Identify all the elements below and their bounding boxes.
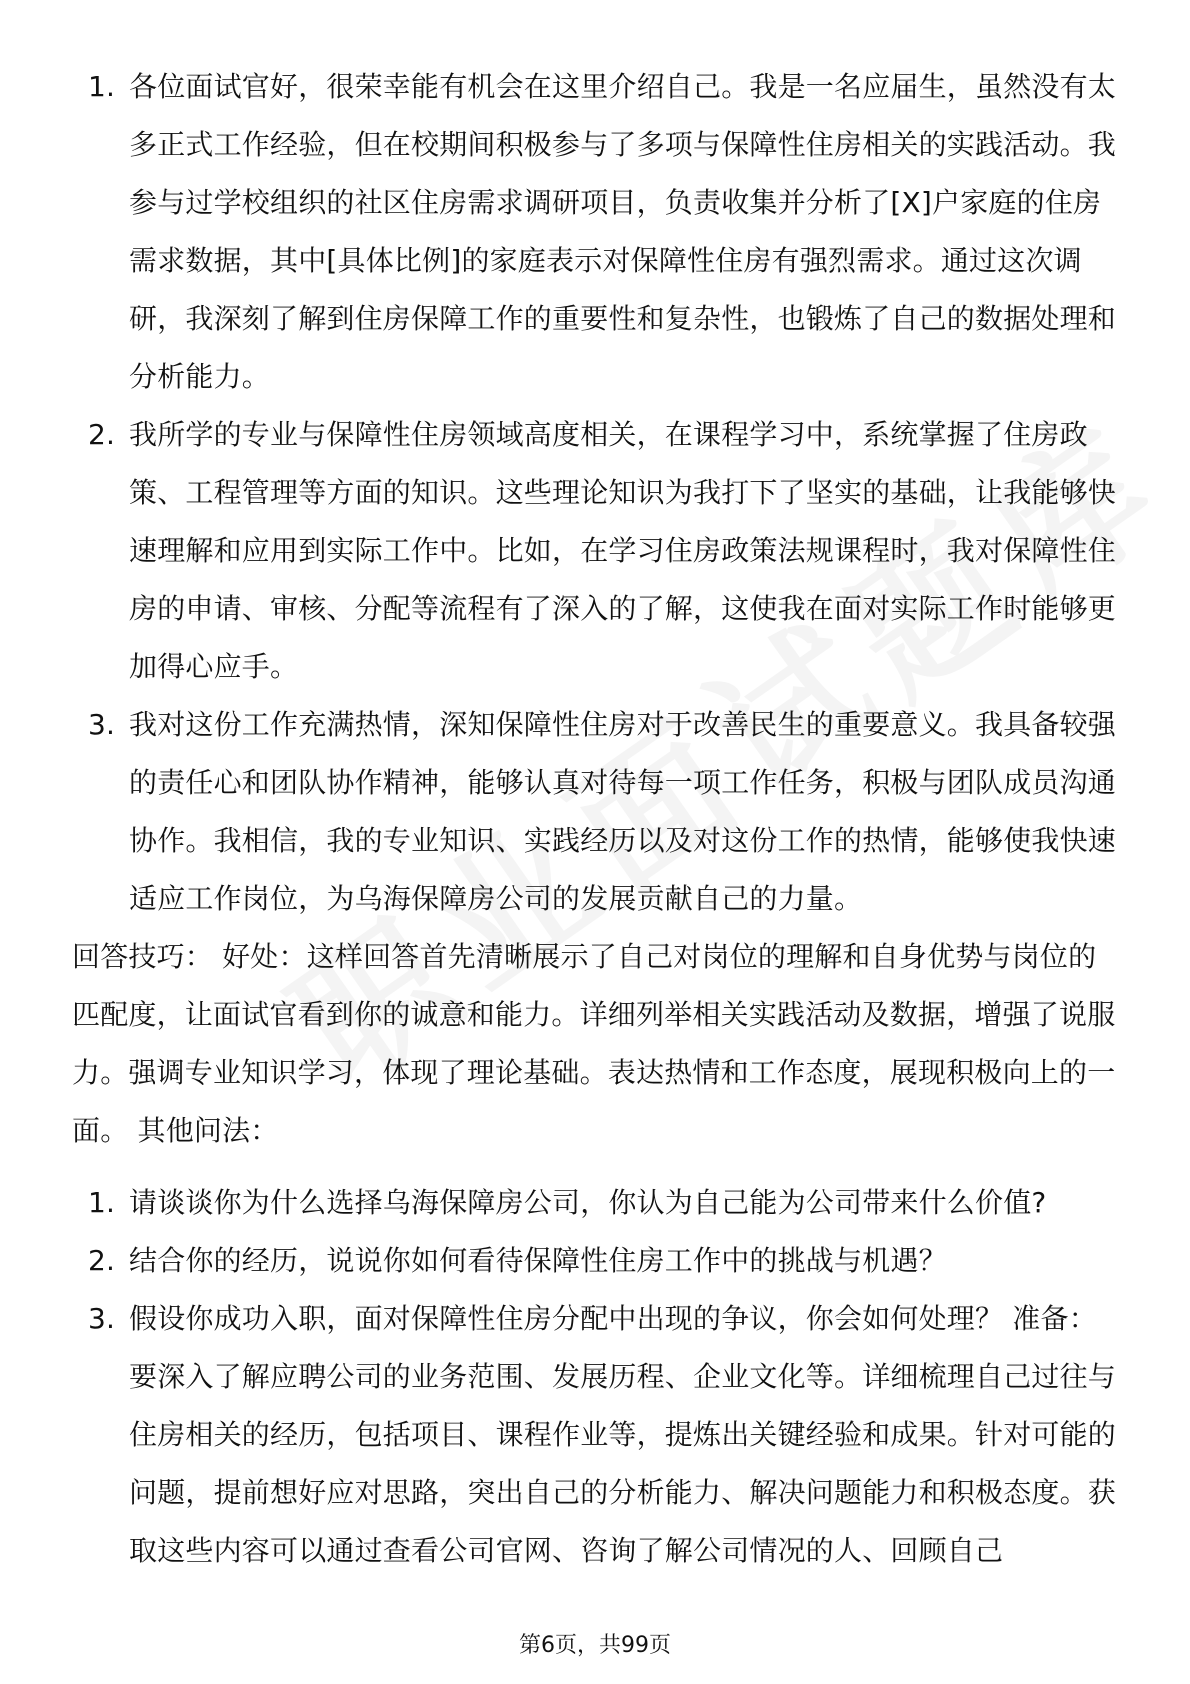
- list-item-number: 2.: [88, 418, 116, 451]
- list-item-text: 我所学的专业与保障性住房领域高度相关，在课程学习中，系统掌握了住房政策、工程管理等方面的知识。这些理论知识为我打下了坚实的基础，让我能够快速理解和应用到实际工作中。比如，在学习住房政策法规课程时，我对保障性住房的申请、审核、分配等流程有了深入的了解，这使我在面对实际工作时能够更加得心应手。: [129, 418, 1117, 683]
- list-item: [72, 1290, 1120, 1580]
- other-questions-list: [72, 1174, 1120, 1580]
- list-item-number: 1.: [88, 70, 116, 103]
- list-item-text: 请谈谈你为什么选择乌海保障房公司，你认为自己能为公司带来什么价值?: [129, 1186, 1047, 1219]
- list-item: [72, 406, 1120, 696]
- list-item: [72, 58, 1120, 406]
- list-item: [72, 1174, 1120, 1232]
- list-item-number: 1.: [88, 1186, 116, 1219]
- page-footer: [0, 1632, 1190, 1660]
- list-item-text: 各位面试官好，很荣幸能有机会在这里介绍自己。我是一名应届生，虽然没有太多正式工作经验，但在校期间积极参与了多项与保障性住房相关的实践活动。我参与过学校组织的社区住房需求调研项目，负责收集并分析了[X]户家庭的住房需求数据，其中[具体比例]的家庭表示对保障性住房有强烈需求。通过这次调研，我深刻了解到住房保障工作的重要性和复杂性，也锻炼了自己的数据处理和分析能力。: [129, 70, 1117, 393]
- tips-paragraph: 回答技巧： 好处：这样回答首先清晰展示了自己对岗位的理解和自身优势与岗位的匹配度，让面试官看到你的诚意和能力。详细列举相关实践活动及数据，增强了说服力。强调专业知识学习，体现了理论基础。表达热情和工作态度，展现积极向上的一面。 其他问法：: [72, 940, 1116, 1147]
- list-item: [72, 696, 1120, 928]
- list-item-number: 3.: [88, 1302, 116, 1335]
- list-item-text: 假设你成功入职，面对保障性住房分配中出现的争议，你会如何处理？ 准备：要深入了解应聘公司的业务范围、发展历程、企业文化等。详细梳理自己过往与住房相关的经历，包括项目、课程作业等，提炼出关键经验和成果。针对可能的问题，提前想好应对思路，突出自己的分析能力、解决问题能力和积极态度。获取这些内容可以通过查看公司官网、咨询了解公司情况的人、回顾自己: [129, 1302, 1117, 1567]
- answer-list: [72, 58, 1120, 928]
- list-item-text: 结合你的经历，说说你如何看待保障性住房工作中的挑战与机遇？: [129, 1244, 947, 1277]
- page-number-label: 第6页，共99页: [519, 1633, 671, 1658]
- list-item-number: 3.: [88, 708, 116, 741]
- page-content: [72, 58, 1120, 1580]
- list-item: [72, 1232, 1120, 1290]
- list-item-text: 我对这份工作充满热情，深知保障性住房对于改善民生的重要意义。我具备较强的责任心和团队协作精神，能够认真对待每一项工作任务，积极与团队成员沟通协作。我相信，我的专业知识、实践经历以及对这份工作的热情，能够使我快速适应工作岗位，为乌海保障房公司的发展贡献自己的力量。: [129, 708, 1117, 915]
- list-item-number: 2.: [88, 1244, 116, 1277]
